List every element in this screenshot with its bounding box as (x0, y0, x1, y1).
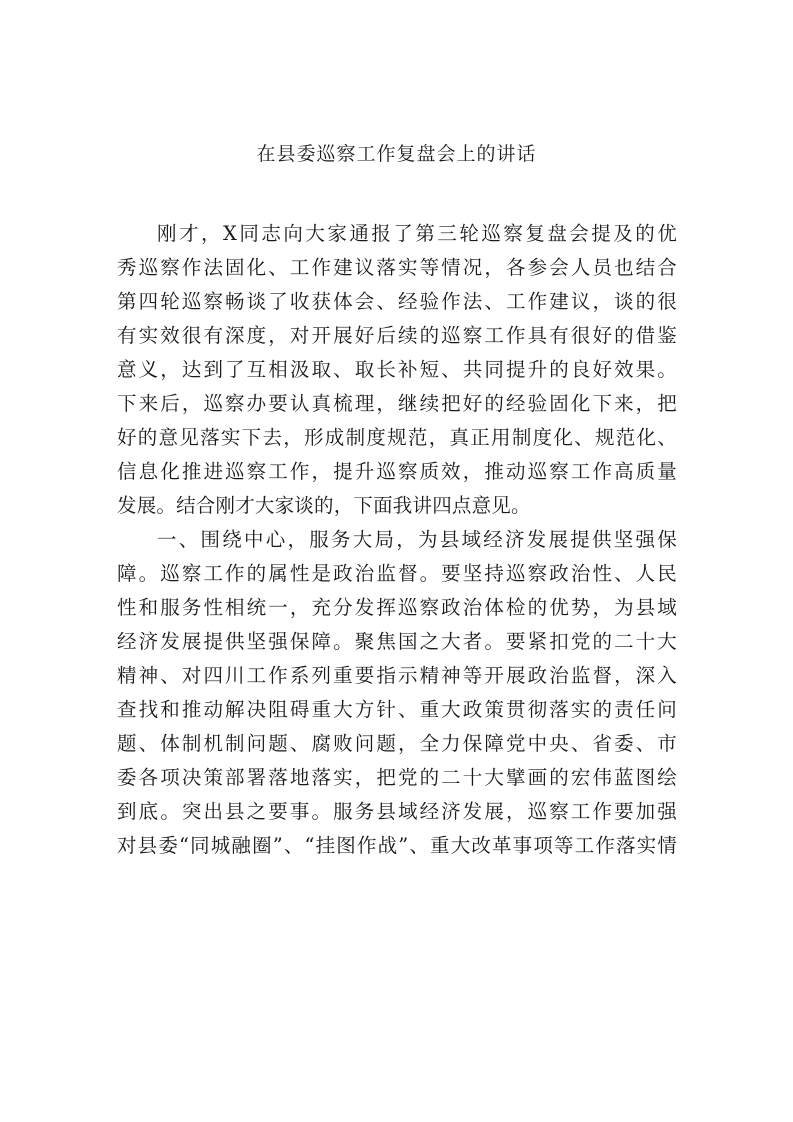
paragraph-1-line: 有实效很有深度，对开展好后续的巡察工作具有很好的借鉴 (117, 324, 677, 347)
paragraph-1-line: 信息化推进巡察工作，提升巡察质效，推动巡察工作高质量 (117, 460, 677, 483)
paragraph-1-line: 意义，达到了互相汲取、取长补短、共同提升的良好效果。 (117, 358, 677, 381)
paragraph-2-line: 性和服务性相统一，充分发挥巡察政治体检的优势，为县域 (117, 596, 677, 619)
paragraph-1-line: 秀巡察作法固化、工作建议落实等情况，各参会人员也结合 (117, 256, 677, 279)
paragraph-1-line: 发展。结合刚才大家谈的，下面我讲四点意见。 (117, 494, 531, 517)
paragraph-2-line: 障。巡察工作的属性是政治监督。要坚持巡察政治性、人民 (117, 562, 677, 585)
paragraph-2-line: 题、体制机制问题、腐败问题，全力保障党中央、省委、市 (117, 732, 677, 755)
paragraph-2-line: 精神、对四川工作系列重要指示精神等开展政治监督，深入 (117, 664, 677, 687)
paragraph-1-line: 好的意见落实下去，形成制度规范，真正用制度化、规范化、 (117, 426, 677, 449)
paragraph-1-line: 刚才，X同志向大家通报了第三轮巡察复盘会提及的优 (157, 222, 677, 245)
paragraph-2-line: 经济发展提供坚强保障。聚焦国之大者。要紧扣党的二十大 (117, 630, 677, 653)
document-title: 在县委巡察工作复盘会上的讲话 (256, 143, 537, 165)
document-body (117, 217, 677, 863)
paragraph-2-line: 一、围绕中心，服务大局，为县域经济发展提供坚强保 (157, 528, 677, 551)
paragraph-1-line: 下来后，巡察办要认真梳理，继续把好的经验固化下来，把 (117, 392, 677, 415)
paragraph-2-line: 到底。突出县之要事。服务县域经济发展，巡察工作要加强 (117, 800, 677, 823)
paragraph-1-line: 第四轮巡察畅谈了收获体会、经验作法、工作建议，谈的很 (117, 290, 677, 313)
paragraph-2-line: 委各项决策部署落地落实，把党的二十大擘画的宏伟蓝图绘 (117, 766, 677, 789)
paragraph-2-line: 查找和推动解决阻碍重大方针、重大政策贯彻落实的责任问 (117, 698, 677, 721)
paragraph-2-line: 对县委“同城融圈”、“挂图作战”、重大改革事项等工作落实情 (117, 834, 677, 857)
